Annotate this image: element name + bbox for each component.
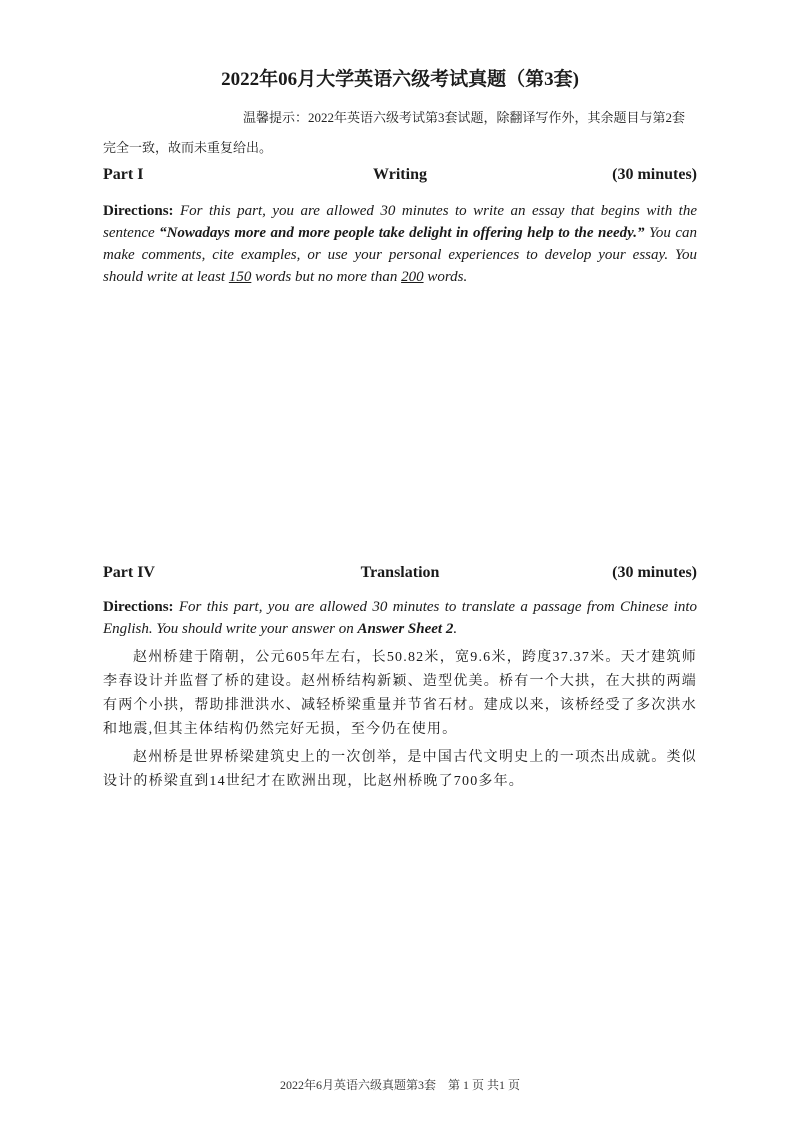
part-1-time: (30 minutes): [612, 166, 697, 183]
part-1-label: Part I: [103, 166, 144, 183]
part-1-directions-text-1: For this part, you are allowed 30 minutes to write an essay that begins with the sentence: [103, 203, 697, 241]
part-1-essay-prompt: “Nowadays more and more people take delight in offering help to the needy.”: [159, 225, 645, 241]
translation-paragraph-2: 赵州桥是世界桥梁建筑史上的一次创举，是中国古代文明史上的一项杰出成就。类似设计的桥梁直到14世纪才在欧洲出现，比赵州桥晚了700多年。: [103, 750, 697, 789]
part-1-min-words: 150: [228, 269, 252, 285]
part-1-max-words: 200: [401, 269, 424, 285]
part-4-directions-label: Directions:: [103, 599, 174, 615]
part-1-directions-text-4: words.: [423, 269, 468, 285]
part-4-answer-sheet: Answer Sheet 2: [357, 621, 454, 637]
translation-paragraph-1: 赵州桥建于隋朝，公元605年左右，长50.82米，宽9.6米，跨度37.37米。天才建筑师李春设计并监督了桥的建设。赵州桥结构新颖、造型优美。桥有一个大拱，在大拱的两端有两个小拱，帮助排泄洪水、减轻桥梁重量并节省石材。建成以来，该桥经受了多次洪水和地震,但其主体结构仍然完好无损，至今仍在使用。: [103, 650, 697, 737]
part-4-header: [103, 564, 697, 586]
part-4-directions-text-2: .: [453, 621, 458, 637]
part-4-directions-text-1: For this part, you are allowed 30 minutes to translate a passage from Chinese into English. You should write your answer on: [103, 599, 697, 637]
part-4-directions: [103, 596, 697, 640]
page-footer: 2022年6月英语六级真题第3套 第 1 页 共1 页: [279, 1078, 520, 1092]
part-4-section: Translation: [360, 564, 440, 581]
part-1-directions-text-2: You can make comments, cite examples, or use your personal experiences to develop your essay. You should write at least: [103, 225, 698, 285]
page-title: 2022年06月大学英语六级考试真题（第3套): [221, 69, 579, 90]
part-4-time: (30 minutes): [612, 564, 697, 581]
part-1-section: Writing: [373, 166, 427, 183]
part-1-directions-text-3: words but no more than: [251, 269, 402, 285]
part-1-directions: [103, 200, 697, 288]
tip-note: 温馨提示：2022年英语六级考试第3套试题，除翻译写作外，其余题目与第2套完全一致，故而未重复给出。: [103, 110, 686, 155]
part-1-directions-label: Directions:: [103, 203, 174, 219]
part-4-label: Part IV: [103, 564, 155, 581]
part-1-header: [103, 166, 697, 188]
